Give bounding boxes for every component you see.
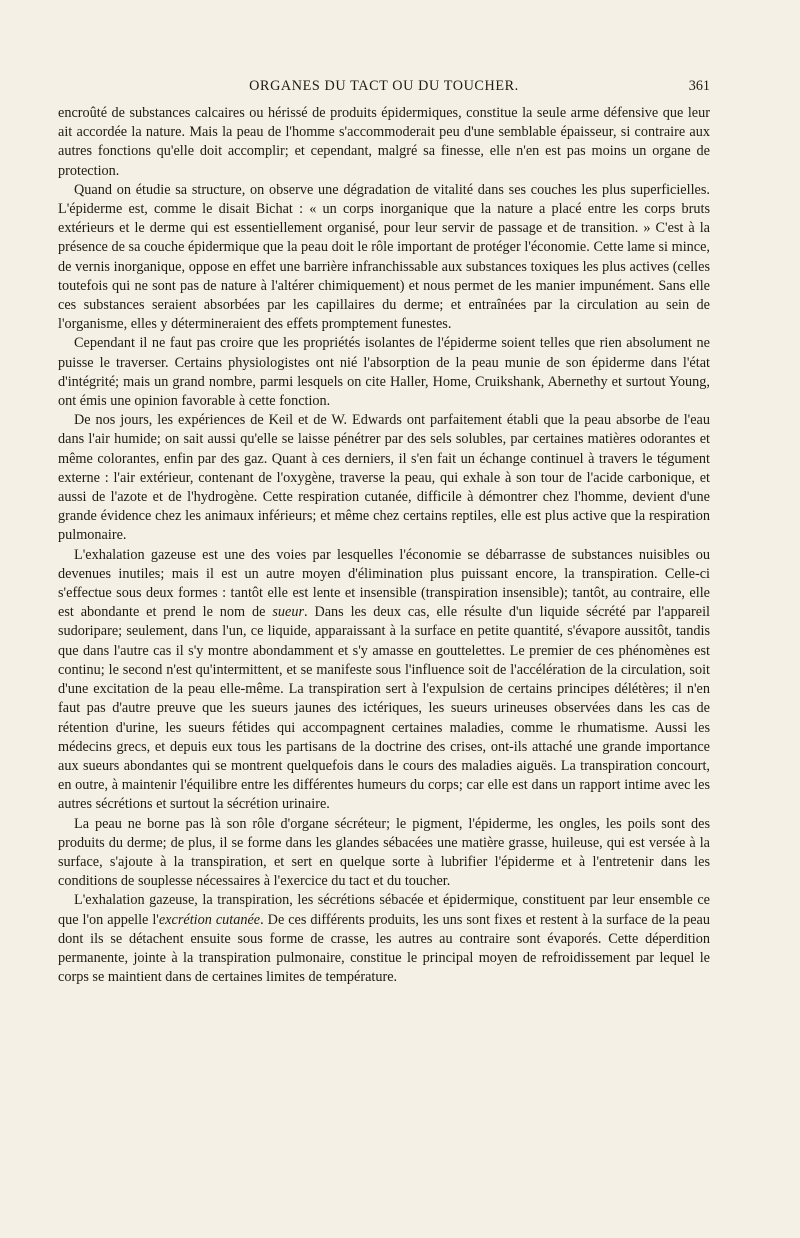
paragraph-3: Cependant il ne faut pas croire que les propriétés isolantes de l'épiderme soient telles que rien absolument ne puisse le traverser. Certains physiologistes ont nié l'absorption de la peau munie de son épiderme dans l'état d'intégrité; mais un grand nombre, parmi lesquels on cite Haller, Home, Cruikshank, Abernethy et surtout Young, ont émis une opinion favorable à cette fonction. (58, 335, 710, 410)
paragraph-1: encroûté de substances calcaires ou hérissé de produits épidermiques, constitue la seule arme défensive que leur ait accordée la nature. Mais la peau de l'homme s'accommoderait peu d'une semblable épaisseur, si contraire aux autres fonctions qu'elle doit accomplir; et cependant, malgré sa finesse, elle n'en est pas moins un organe de protection. (58, 105, 710, 179)
paragraph-6: La peau ne borne pas là son rôle d'organe sécréteur; le pigment, l'épiderme, les ongles, les poils sont des produits du derme; de plus, il se forme dans les glandes sébacées une matière grasse, huileuse, qui est versée à la surface, s'ajoute à la transpiration, et sert en quelque sorte à lubrifier l'épiderme et à l'entretenir dans les conditions de souplesse nécessaires à l'exercice du tact et du toucher. (58, 815, 710, 890)
term-excretion-cutanee: excrétion cutanée (158, 911, 261, 928)
body-text (58, 104, 710, 987)
paragraph-5-text-after: . Dans les deux cas, elle résulte d'un liquide sécrété par l'appareil sudoripare; seulement, dans l'un, ce liquide, apparaissant à la surface en petite quantité, s'évapore aussitôt, tandis que dans l'autre cas il s'y montre abondamment et s'y amasse en gouttelettes. Le premier de ces phénomènes est continu; le second n'est qu'intermittent, et se manifeste sous l'influence soit de l'accélération de la circulation, soit d'une excitation de la peau elle-même. La transpiration sert à l'expulsion de certains principes délétères; il n'en faut pas d'autre preuve que les sueurs jaunes des ictériques, les sueurs urineuses observées dans les cas de rétention d'urine, les sueurs fétides qui accompagnent certaines maladies, comme le rhumatisme. Aussi les médecins grecs, et depuis eux tous les partisans de la doctrine des crises, ont-ils attaché une grande importance aux sueurs abondantes qui se montrent quelquefois dans le cours des maladies aiguës. La transpiration concourt, en outre, à maintenir l'équilibre entre les différentes humeurs du corps; car elle est dans un rapport intime avec les autres sécrétions et surtout la sécrétion urinaire. (58, 604, 711, 813)
page-header (58, 78, 710, 100)
paragraph-5-text-before: L'exhalation gazeuse est une des voies par lesquelles l'économie se débarrasse de substances nuisibles ou devenues inutiles; mais il est un autre moyen d'élimination plus puissant encore, la transpiration. Celle-ci s'effectue sous deux formes : tantôt elle est lente et insensible (transpiration insensible); tantôt, au contraire, elle est abondante et prend le nom de (58, 546, 710, 621)
page-number: 361 (688, 78, 710, 94)
paragraph-5 (58, 546, 710, 815)
term-sueur: sueur (272, 604, 304, 621)
paragraph-4: De nos jours, les expériences de Keil et de W. Edwards ont parfaitement établi que la peau absorbe de l'eau dans l'air humide; on sait aussi qu'elle se laisse pénétrer par des sels solubles, par certaines matières odorantes et même colorantes, enfin par des gaz. Quant à ces derniers, il s'en fait un échange continuel à travers le tégument externe : l'air extérieur, contenant de l'oxygène, traverse la peau, qui exhale à son tour de l'acide carbonique, et aussi de l'azote et de l'hydrogène. Cette respiration cutanée, difficile à démontrer chez l'homme, devient d'une grande évidence chez les animaux inférieurs; et même chez certains reptiles, elle est plus active que la respiration pulmonaire. (58, 412, 710, 544)
running-title: ORGANES DU TACT OU DU TOUCHER. (249, 78, 519, 94)
paragraph-7 (58, 891, 710, 987)
paragraph-7-text-before: L'exhalation gazeuse, la transpiration, les sécrétions sébacée et épidermique, constituent par leur ensemble ce que l'on appelle l' (58, 892, 710, 928)
paragraph-7-text-after: . De ces différents produits, les uns sont fixes et restent à la surface de la peau dont ils se détachent ensuite sous forme de crasse, les autres au contraire sont évaporés. Cette déperdition permanente, jointe à la transpiration pulmonaire, constitue le principal moyen de refroidissement par lequel le corps se maintient dans de certaines limites de température. (58, 911, 710, 986)
paragraph-2: Quand on étudie sa structure, on observe une dégradation de vitalité dans ses couches les plus superficielles. L'épiderme est, comme le disait Bichat : « un corps inorganique que la nature a placé entre les corps bruts extérieurs et le derme qui est essentiellement organisé, pour leur servir de passage et de transition. » C'est à la présence de sa couche épidermique que la peau doit le rôle important de protéger l'économie. Cette lame si mince, de vernis inorganique, oppose en effet une barrière infranchissable aux substances toxiques les plus actives (celles toutefois qui ne sont pas de nature à l'altérer chimiquement) et nous permet de les manier impunément. Sans elle ces substances seraient absorbées par les capillaires du derme; et entraînées par la circulation au sein de l'organisme, elles y détermineraient des effets promptement funestes. (58, 181, 710, 333)
